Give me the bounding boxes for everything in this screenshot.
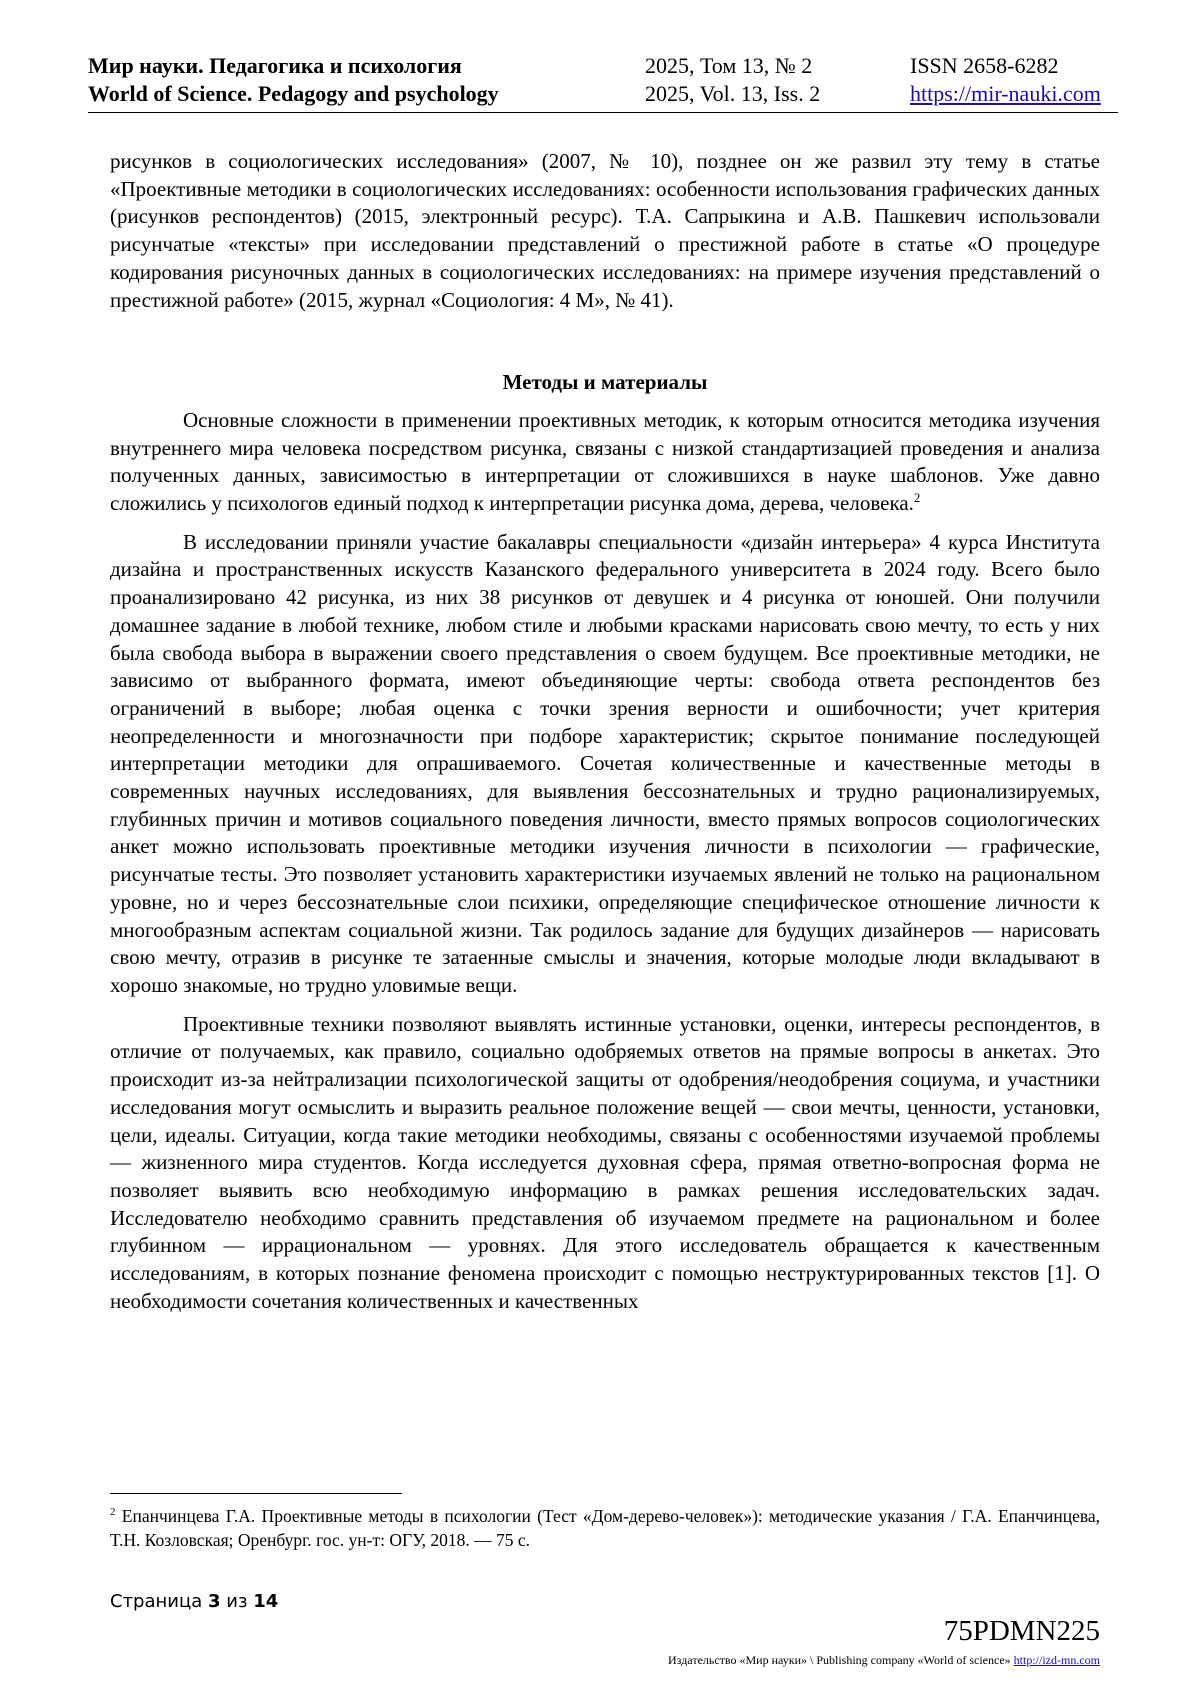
volume-info-en: 2025, Vol. 13, Iss. 2 [645, 81, 821, 106]
spacer [110, 1000, 1100, 1011]
header-row-ru [88, 52, 1118, 80]
footnote-reference[interactable]: 2 [913, 490, 921, 506]
publisher-line [668, 1652, 1100, 1668]
spacer [110, 314, 1100, 369]
footnote-text: Епанчинцева Г.А. Проективные методы в психологии (Тест «Дом-дерево-человек»): методические указания / Г.А. Епанчинцева, Т.Н. Козловская; Оренбург. гос. ун-т: ОГУ, 2018. — 75 с. [110, 1506, 1101, 1550]
paragraph-3: Проективные техники позволяют выявлять истинные установки, оценки, интересы респондентов, в отличие от получаемых, как правило, социально одобряемых ответов на прямые вопросы в анкетах. Это происходит из-за нейтрализации психологической защиты от одобрения/неодобрения социума, и участники исследования могут осмыслить и выразить реальное положение вещей — свои мечты, ценности, установки, цели, идеалы. Ситуации, когда такие методики необходимы, связаны с особенностями изучаемой проблемы — жизненного мира студентов. Когда исследуется духовная сфера, прямая ответно-вопросная форма не позволяет выявить всю необходимую информацию в рамках решения исследовательских задач. Исследователю необходимо сравнить представления об изучаемом предмете на рациональном и более глубинном — иррациональном — уровнях. Для этого исследователь обращается к качественным исследованиям, в которых познание феномена происходит с помощью неструктурированных текстов [1]. О необходимости сочетания количественных и качественных [110, 1011, 1100, 1313]
paragraph-continued: рисунков в социологических исследования» (2007, № 10), позднее он же развил эту тему в статье «Проективные методики в социологических исследованиях: особенности использования графических данных (рисунков респондентов) (2015, электронный ресурс). Т.А. Сапрыкина и А.В. Пашкевич использовали рисунчатые «тексты» при исследовании представлений о престижной работе в статье «О процедуре кодирования рисуночных данных в социологических исследованиях: на примере изучения представлений о престижной работе» (2015, журнал «Социология: 4 М», № 41). [110, 149, 1100, 312]
footnote [110, 1504, 1100, 1552]
paragraph-1-text: Основные сложности в применении проективных методик, к которым относится методика изучения внутреннего мира человека посредством рисунка, связаны с низкой стандартизацией проведения и анализа полученных данных, зависимостью в интерпретации от сложившихся в науке шаблонов. Уже давно сложились у психологов единый подход к интерпретации рисунка дома, дерева, человека. [110, 407, 1100, 516]
spacer [110, 518, 1100, 529]
footnote-number: 2 [110, 1506, 116, 1519]
footnote-divider [110, 1493, 402, 1494]
header-divider [88, 112, 1118, 113]
paragraph-1 [110, 407, 1100, 518]
page-number [110, 1590, 278, 1614]
issn: ISSN 2658-6282 [910, 53, 1059, 78]
journal-website-link[interactable]: https://mir-nauki.com [910, 81, 1101, 106]
publisher-text: Издательство «Мир науки» \ Publishing company «World of science» [668, 1653, 1011, 1667]
article-code: 75PDMN225 [943, 1615, 1100, 1647]
header-row-en [88, 80, 1118, 108]
page-current: 3 [208, 1591, 221, 1612]
journal-title-en: World of Science. Pedagogy and psychology [88, 81, 499, 106]
publisher-link[interactable]: http://izd-mn.com [1013, 1653, 1100, 1667]
paragraph-2: В исследовании приняли участие бакалавры специальности «дизайн интерьера» 4 курса Института дизайна и пространственных искусств Казанского федерального университета в 2024 году. Всего было проанализировано 42 рисунка, из них 38 рисунков от девушек и 4 рисунка от юношей. Они получили домашнее задание в любой технике, любом стиле и любыми красками нарисовать свою мечту, то есть у них была свобода выбора в выражении своего представления о своем будущем. Все проективные методики, не зависимо от выбранного формата, имеют объединяющие черты: свобода ответа респондентов без ограничений в выборе; любая оценка с точки зрения верности и ошибочности; учет критерия неопределенности и многозначности при подборе характеристик; скрытое понимание последующей интерпретации методики для опрашиваемого. Сочетая количественные и качественные методы в современных научных исследованиях, для выявления бессознательных и трудно рационализируемых, глубинных причин и мотивов социального поведения личности, вместо прямых вопросов социологических анкет можно использовать проективные методики изучения личности в психологии — графические, рисунчатые тесты. Это позволяет установить характеристики изучаемых явлений не только на рациональном уровне, но и через бессознательные слои психики, определяющие специфическое отношение личности к многообразным аспектам социальной жизни. Так родилось задание для будущих дизайнеров — нарисовать свою мечту, отразив в рисунке те затаенные смыслы и значения, которые молодые люди вкладывают в хорошо знакомые, но трудно уловимые вещи. [110, 529, 1100, 997]
running-header [88, 52, 1118, 112]
page-of-label: из [226, 1591, 248, 1612]
journal-title-ru: Мир науки. Педагогика и психология [88, 53, 462, 78]
page-total: 14 [253, 1591, 279, 1612]
section-heading: Методы и материалы [502, 370, 708, 395]
page-label: Страница [110, 1591, 203, 1612]
volume-info-ru: 2025, Том 13, № 2 [645, 53, 813, 78]
article-body [110, 148, 1100, 1315]
